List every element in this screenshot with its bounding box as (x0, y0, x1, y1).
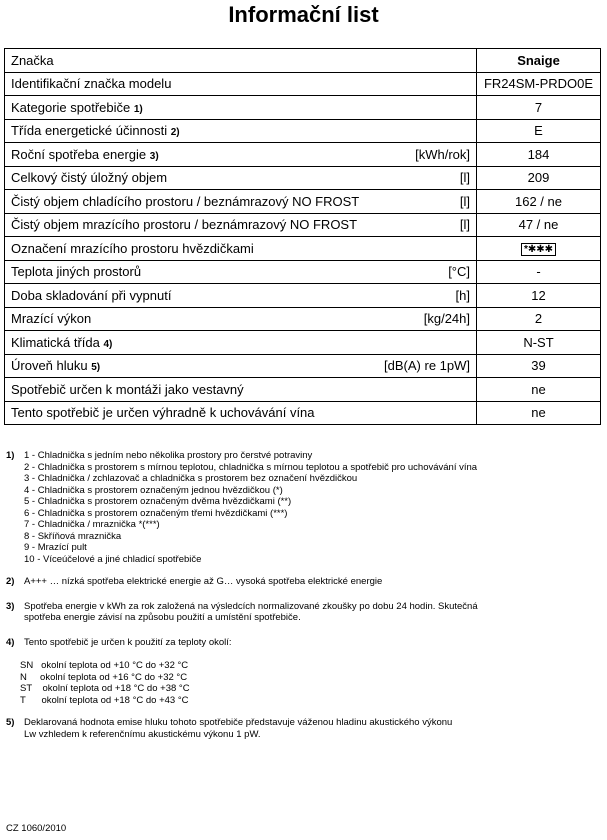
row-value: N-ST (477, 331, 601, 355)
row-label: Kategorie spotřebiče 1) (11, 99, 143, 115)
table-row (5, 331, 601, 355)
category-item: 8 - Skříňová mraznička (24, 530, 122, 542)
row-label: Čistý objem chladícího prostoru / beznámrazový NO FROST (11, 193, 360, 209)
row-label-cell (5, 213, 477, 237)
row-label: Úroveň hluku 5) (11, 358, 101, 374)
note-4 (6, 637, 601, 707)
note-4-number: 4) (6, 636, 15, 648)
row-label: Identifikační značka modelu (11, 76, 172, 92)
note-1 (6, 450, 601, 565)
table-row (5, 260, 601, 284)
footnote-ref: 4) (103, 338, 113, 350)
row-value: 162 / ne (477, 190, 601, 214)
table-row (5, 284, 601, 308)
footnote-ref: 2) (170, 127, 180, 139)
row-value: 47 / ne (477, 213, 601, 237)
category-item: 5 - Chladnička s prostorem označeným dvěma hvězdičkami (**) (24, 496, 292, 507)
row-label-cell (5, 354, 477, 378)
row-value: 209 (477, 166, 601, 190)
category-item: 1 - Chladnička s jedním nebo několika prostory pro čerstvé potraviny (24, 450, 313, 461)
note-3 (6, 601, 601, 624)
footnote-ref: 1) (133, 103, 143, 115)
freezer-stars-icon: *✱✱✱ (521, 243, 556, 256)
note-5 (6, 717, 601, 740)
row-unit: [l] (459, 170, 470, 186)
regulation-reference: CZ 1060/2010 (6, 823, 67, 834)
row-label: Spotřebič určen k montáži jako vestavný (11, 381, 244, 397)
row-label: Doba skladování při vypnutí (11, 287, 172, 303)
row-value: 12 (477, 284, 601, 308)
row-label-cell (5, 49, 477, 73)
table-row (5, 237, 601, 261)
row-label-cell (5, 284, 477, 308)
row-value: 2 (477, 307, 601, 331)
row-label-cell (5, 96, 477, 120)
climate-class-item: SN okolní teplota od +10 °C do +32 °C (20, 660, 189, 671)
table-row (5, 378, 601, 402)
footnote-ref: 5) (91, 362, 101, 374)
row-label: Označení mrazícího prostoru hvězdičkami (11, 240, 254, 256)
row-label-cell (5, 260, 477, 284)
row-label-cell (5, 307, 477, 331)
row-unit: [l] (459, 217, 470, 233)
climate-class-item: N okolní teplota od +16 °C do +32 °C (20, 671, 188, 683)
row-label: Teplota jiných prostorů (11, 264, 142, 280)
row-label: Značka (11, 52, 54, 68)
table-row (5, 96, 601, 120)
row-label: Celkový čistý úložný objem (11, 170, 168, 186)
row-label-cell (5, 331, 477, 355)
table-row (5, 401, 601, 425)
row-label-cell (5, 237, 477, 261)
row-label: Třída energetické účinnosti 2) (11, 123, 180, 139)
row-value (477, 237, 601, 261)
row-value: ne (477, 401, 601, 425)
note-5-line-2: Lw vzhledem k referenčnímu akustickému výkonu 1 pW. (24, 728, 261, 740)
table-row (5, 307, 601, 331)
row-value: 7 (477, 96, 601, 120)
note-3-line-2: spotřeba energie závisí na způsobu použití a umístění spotřebiče. (24, 612, 301, 623)
row-value: 184 (477, 143, 601, 167)
info-table (4, 48, 601, 425)
row-unit: [h] (455, 287, 470, 303)
category-item: 2 - Chladnička s prostorem s mírnou teplotou, chladnička s mírnou teplotou a spotřebič pro uchovávání vína (24, 461, 478, 473)
note-1-number: 1) (6, 450, 15, 461)
row-value: ne (477, 378, 601, 402)
row-unit: [kg/24h] (423, 311, 470, 327)
footnotes (6, 450, 601, 740)
row-label-cell (5, 72, 477, 96)
row-unit: [dB(A) re 1pW] (384, 358, 470, 374)
table-row (5, 166, 601, 190)
row-value: E (477, 119, 601, 143)
row-value: 39 (477, 354, 601, 378)
table-row (5, 143, 601, 167)
row-label-cell (5, 166, 477, 190)
category-item: 6 - Chladnička s prostorem označeným třemi hvězdičkami (***) (24, 507, 288, 519)
climate-class-item: ST okolní teplota od +18 °C do +38 °C (20, 683, 190, 694)
category-item: 4 - Chladnička s prostorem označeným jednou hvězdičkou (*) (24, 484, 283, 496)
note-3-number: 3) (6, 600, 15, 612)
note-2-number: 2) (6, 576, 15, 587)
row-label: Čistý objem mrazícího prostoru / beznámrazový NO FROST (11, 217, 358, 233)
row-label: Tento spotřebič je určen výhradně k uchovávání vína (11, 405, 315, 421)
row-label-cell (5, 119, 477, 143)
row-unit: [l] (459, 193, 470, 209)
row-label: Roční spotřeba energie 3) (11, 146, 159, 162)
table-row (5, 49, 601, 73)
table-row (5, 119, 601, 143)
row-value: - (477, 260, 601, 284)
category-item: 7 - Chladnička / mraznička *(***) (24, 519, 160, 530)
row-label-cell (5, 143, 477, 167)
row-unit: [°C] (448, 264, 470, 280)
note-4-intro: Tento spotřebič je určen k použití za teploty okolí: (24, 636, 232, 648)
row-label: Mrazící výkon (11, 311, 92, 327)
category-item: 3 - Chladnička / zchlazovač a chladnička s prostorem bez označení hvězdičkou (24, 473, 358, 484)
climate-class-item: T okolní teplota od +18 °C do +43 °C (20, 694, 189, 706)
note-5-line-1: Deklarovaná hodnota emise hluku tohoto spotřebiče představuje váženou hladinu akustického výkonu (24, 717, 453, 728)
row-label-cell (5, 378, 477, 402)
note-3-line-1: Spotřeba energie v kWh za rok založená na výsledcích normalizované zkoušky po dobu 24 hodin. Skutečná (24, 600, 478, 612)
category-item: 10 - Víceúčelové a jiné chladicí spotřebiče (24, 553, 202, 565)
row-value: Snaige (477, 49, 601, 73)
footnote-ref: 3) (149, 150, 159, 162)
row-value: FR24SM-PRDO0E (477, 72, 601, 96)
row-label-cell (5, 190, 477, 214)
category-item: 9 - Mrazící pult (24, 542, 87, 553)
page-title: Informační list (228, 2, 379, 27)
row-label-cell (5, 401, 477, 425)
row-unit: [kWh/rok] (415, 146, 470, 162)
note-5-number: 5) (6, 717, 15, 728)
note-2-text: A+++ … nízká spotřeba elektrické energie až G… vysoká spotřeba elektrické energie (24, 576, 383, 587)
table-row (5, 190, 601, 214)
table-row (5, 354, 601, 378)
table-row (5, 72, 601, 96)
row-label: Klimatická třída 4) (11, 334, 113, 350)
table-row (5, 213, 601, 237)
note-2 (6, 576, 601, 588)
